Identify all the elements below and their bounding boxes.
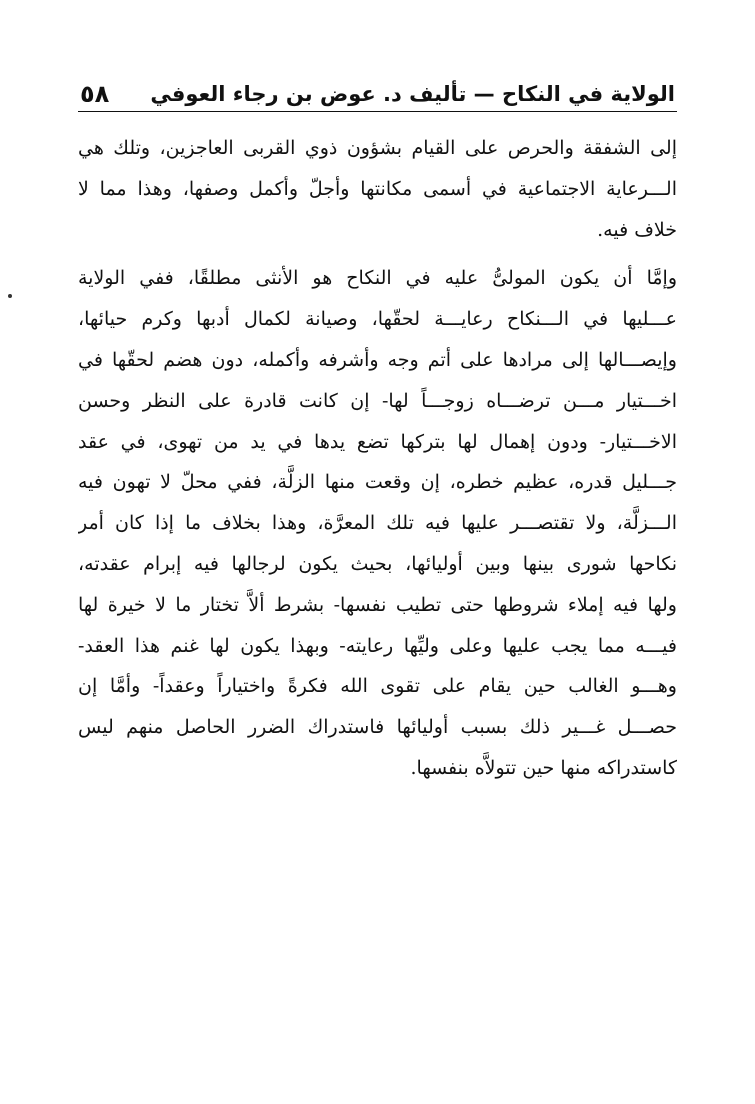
paragraph-2-line-10: فيـــه مما يجب عليها وعلى وليِّها رعايته- وبهذا يكون لها غنم هذا العقد- — [78, 634, 677, 657]
header-divider — [78, 111, 677, 112]
paragraph-2-line-9: ولها فيه إملاء شروطها حتى تطيب نفسها- بشرط ألاَّ تختار ما لا خيرة لها — [78, 593, 677, 616]
paragraph-2-line-8: نكاحها شورى بينها وبين أوليائها، بحيث يكون لرجالها فيه إبرام عقدته، — [78, 552, 677, 575]
paragraph-2-line-4: اخـــتيار مـــن ترضـــاه زوجـــاً لها- إن كانت قادرة على النظر وحسن — [78, 389, 677, 412]
paragraph-2-line-2: عـــليها في الـــنكاح رعايـــة لحقّها، وصيانة لكمال أدبها وكرم حيائها، — [78, 308, 677, 331]
paragraph-2-line-12: حصـــل غـــير ذلك بسبب أوليائها فاستدراك الضرر الحاصل منهم ليس — [78, 716, 677, 739]
header-title: الولاية في النكاح — تأليف د. عوض بن رجاء العوفي — [150, 82, 675, 106]
margin-dot — [8, 294, 12, 298]
paragraph-1-line-1: إلى الشفقة والحرص على القيام بشؤون ذوي القربى العاجزين، وتلك هي — [78, 137, 677, 159]
paragraph-2-line-5: الاخـــتيار- ودون إهمال لها بتركها تضع يدها في يد من تهوى، في عقد — [78, 430, 677, 453]
running-header — [80, 76, 675, 110]
paragraph-1-line-3: خلاف فيه. — [597, 218, 677, 241]
paragraph-gap — [78, 250, 677, 258]
body-text — [78, 128, 677, 789]
paragraph-2-line-11: وهـــو الغالب حين يقام على تقوى الله فكرةً واختياراً وعقداً- وأمَّا إن — [78, 675, 677, 698]
paragraph-2-line-3: وإيصـــالها إلى مرادها على أتم وجه وأشرفه وأكمله، دون هضم لحقّها في — [78, 348, 677, 371]
paragraph-1-line-2: الـــرعاية الاجتماعية في أسمى مكانتها وأجلّ وأكمل وصفها، وهذا مما لا — [78, 177, 677, 200]
paragraph-2-line-7: الـــزلَّة، ولا تقتصـــر عليها فيه تلك المعرَّة، وهذا بخلاف ما إذا كان أمر — [78, 512, 677, 535]
paragraph-2-line-6: جـــليل قدره، عظيم خطره، إن وقعت منها الزلَّة، ففي محلّ لا تهون فيه — [78, 471, 677, 494]
paragraph-2-line-1: وإمَّا أن يكون المولىُّ عليه في النكاح هو الأنثى مطلقًا، ففي الولاية — [78, 267, 677, 290]
page-number: ٥٨ — [80, 80, 110, 108]
paragraph-2-line-13: كاستدراكه منها حين تتولاَّه بنفسها. — [410, 756, 677, 779]
